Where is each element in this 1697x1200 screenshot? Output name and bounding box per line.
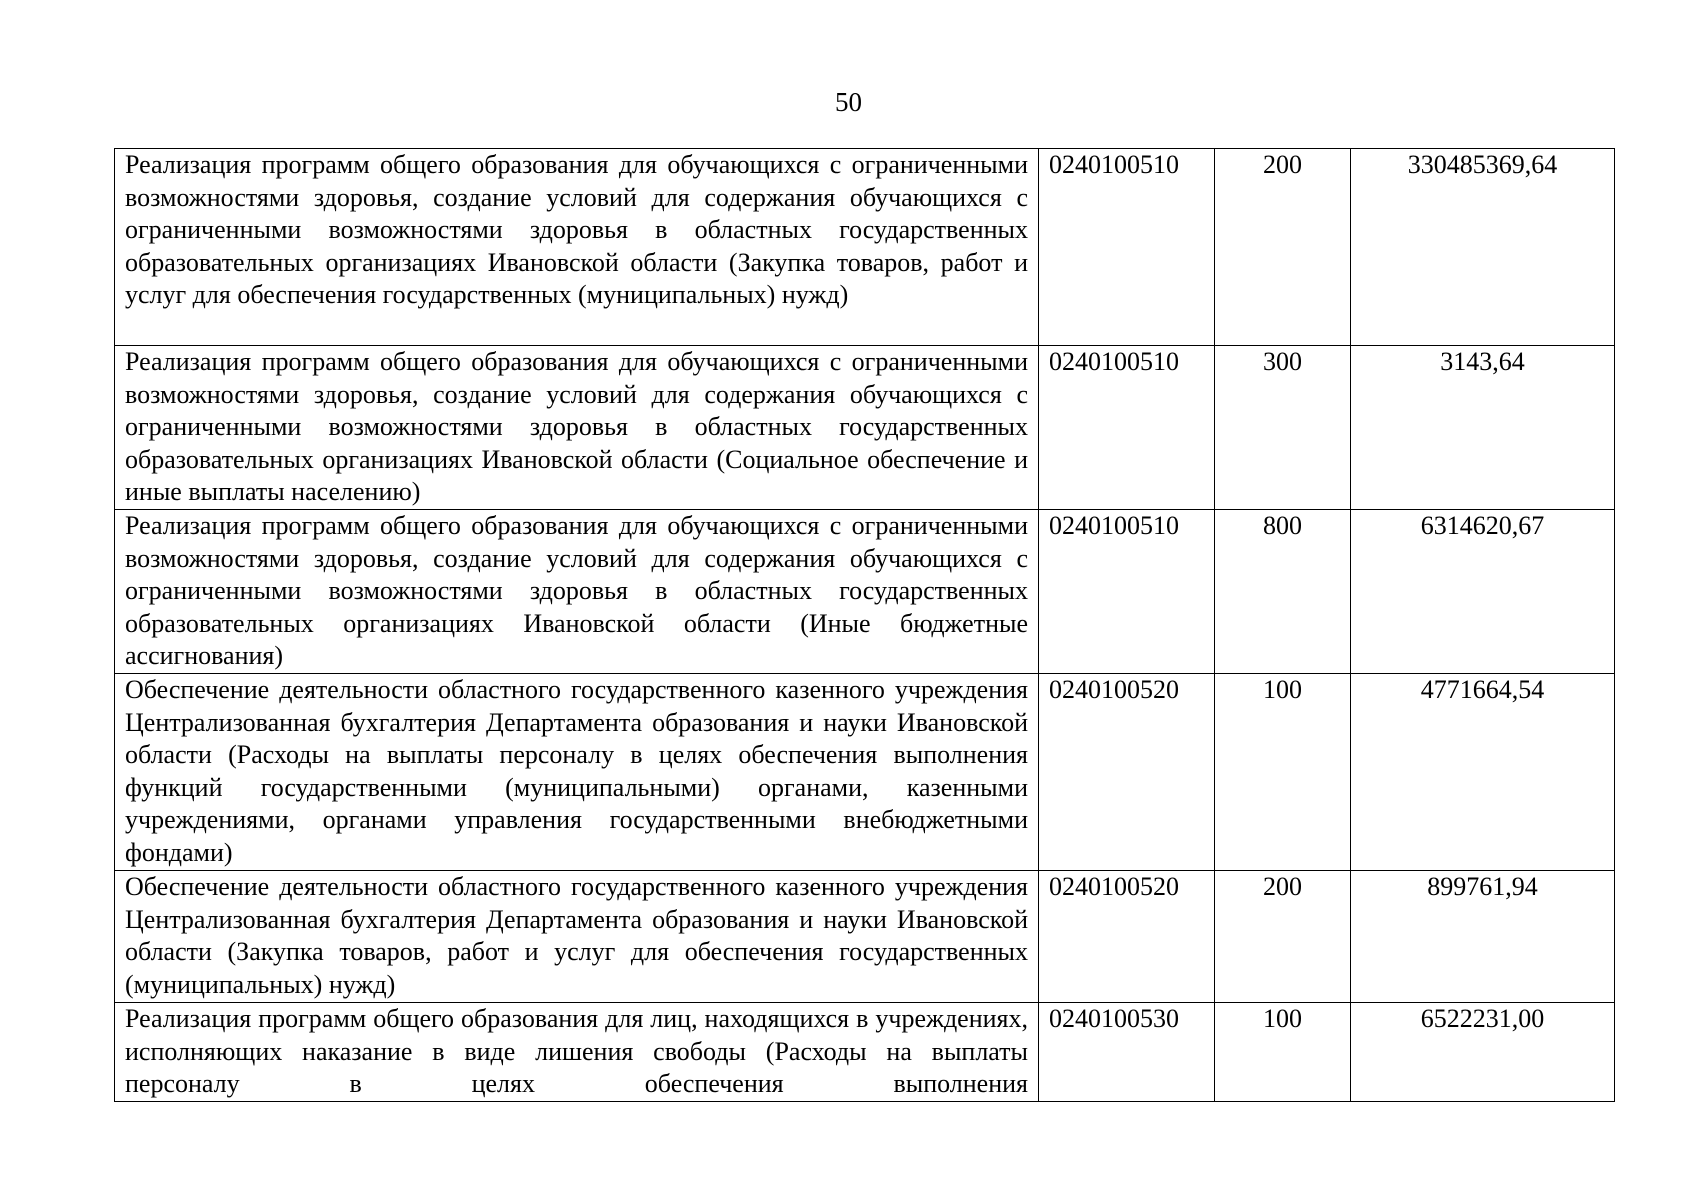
expense-type-code: 200 <box>1215 149 1351 346</box>
expense-description: Обеспечение деятельности областного государственного казенного учреждения Централизованная бухгалтерия Департамента образования и науки Ивановской области (Расходы на выплаты персоналу в целях обеспечения выполнения функций государственными (муниципальными) органами, казенными учреждениями, органами управления государственными внебюджетными фондами) <box>115 674 1039 871</box>
expense-description: Реализация программ общего образования для обучающихся с ограниченными возможностями здоровья, создание условий для содержания обучающихся с ограниченными возможностями здоровья в областных государственных образовательных организациях Ивановской области (Иные бюджетные ассигнования) <box>115 510 1039 674</box>
target-article-code: 0240100520 <box>1039 871 1215 1003</box>
expense-type-code: 100 <box>1215 1003 1351 1102</box>
expense-description: Реализация программ общего образования для обучающихся с ограниченными возможностями здоровья, создание условий для содержания обучающихся с ограниченными возможностями здоровья в областных государственных образовательных организациях Ивановской области (Закупка товаров, работ и услуг для обеспечения государственных (муниципальных) нужд) <box>115 149 1039 346</box>
expense-description: Обеспечение деятельности областного государственного казенного учреждения Централизованная бухгалтерия Департамента образования и науки Ивановской области (Закупка товаров, работ и услуг для обеспечения государственных (муниципальных) нужд) <box>115 871 1039 1003</box>
target-article-code: 0240100510 <box>1039 346 1215 510</box>
table-row <box>115 674 1615 871</box>
amount: 899761,94 <box>1351 871 1615 1003</box>
budget-table <box>114 148 1615 1102</box>
table-row <box>115 149 1615 346</box>
table-row <box>115 871 1615 1003</box>
target-article-code: 0240100520 <box>1039 674 1215 871</box>
amount: 4771664,54 <box>1351 674 1615 871</box>
expense-type-code: 100 <box>1215 674 1351 871</box>
expense-description: Реализация программ общего образования для лиц, находящихся в учреждениях, исполняющих наказание в виде лишения свободы (Расходы на выплаты персоналу в целях обеспечения выполнения <box>125 1004 1028 1099</box>
amount: 6314620,67 <box>1351 510 1615 674</box>
table-row <box>115 510 1615 674</box>
table-row <box>115 346 1615 510</box>
expense-type-code: 800 <box>1215 510 1351 674</box>
amount: 330485369,64 <box>1351 149 1615 346</box>
table-row <box>115 1003 1615 1102</box>
expense-type-code: 200 <box>1215 871 1351 1003</box>
target-article-code: 0240100510 <box>1039 510 1215 674</box>
expense-description: Реализация программ общего образования для обучающихся с ограниченными возможностями здоровья, создание условий для содержания обучающихся с ограниченными возможностями здоровья в областных государственных образовательных организациях Ивановской области (Социальное обеспечение и иные выплаты населению) <box>115 346 1039 510</box>
expense-description-cell <box>115 1003 1039 1102</box>
amount: 3143,64 <box>1351 346 1615 510</box>
target-article-code: 0240100530 <box>1039 1003 1215 1102</box>
amount: 6522231,00 <box>1351 1003 1615 1102</box>
expense-type-code: 300 <box>1215 346 1351 510</box>
target-article-code: 0240100510 <box>1039 149 1215 346</box>
page-number: 50 <box>835 87 862 117</box>
